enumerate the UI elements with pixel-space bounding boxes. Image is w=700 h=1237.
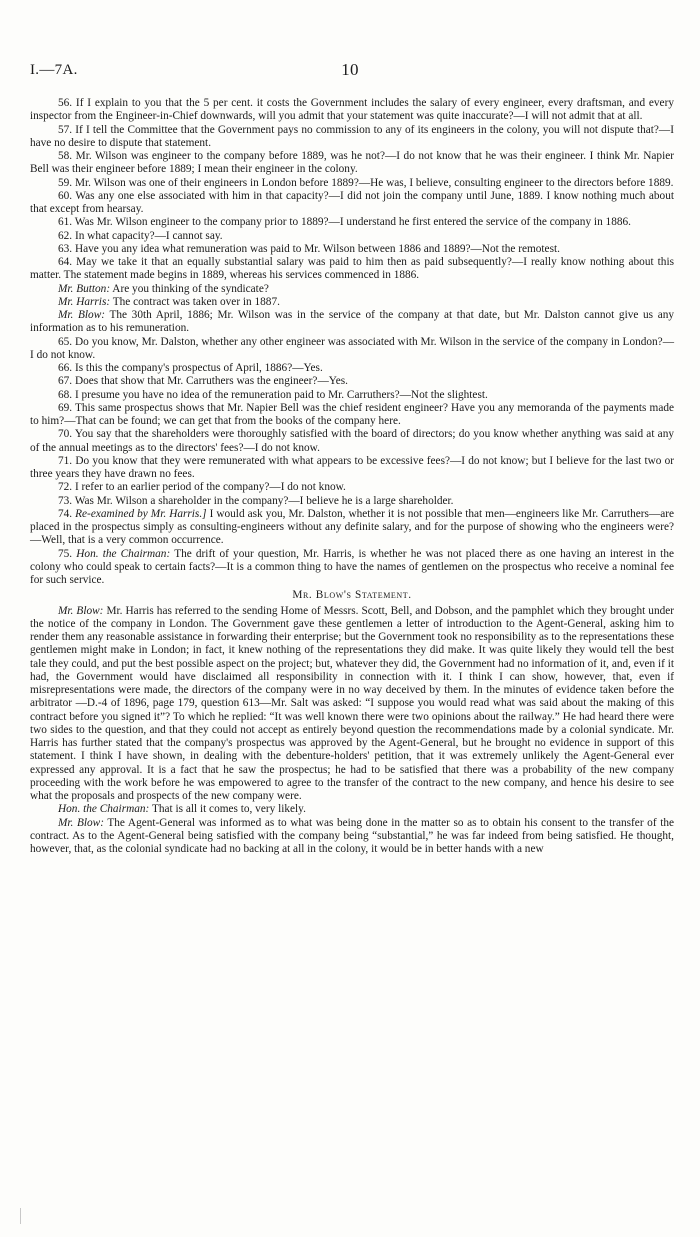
paragraph: 61. Was Mr. Wilson engineer to the company prior to 1889?—I understand he first entered the service of the company in 1886. <box>58 216 631 229</box>
paragraph: 57. If I tell the Committee that the Government pays no commission to any of its engineers in the colony, you will not dispute that?—I have no desire to dispute that statement. <box>30 123 674 149</box>
speaker-paragraph <box>30 296 674 309</box>
margin-mark <box>20 1208 21 1224</box>
speaker-name: Mr. Button: <box>58 282 111 295</box>
speaker-paragraph <box>30 817 674 857</box>
paragraph: 62. In what capacity?—I cannot say. <box>58 229 223 242</box>
speaker-name: Re-examined by Mr. Harris.] <box>75 507 207 520</box>
paragraph: 63. Have you any idea what remuneration was paid to Mr. Wilson between 1886 and 1889?—Not the remotest. <box>58 242 560 255</box>
speaker-paragraph <box>30 283 674 296</box>
speaker-name: Mr. Blow: <box>58 816 104 829</box>
document-reference: I.—7A. <box>30 62 78 78</box>
paragraph: 58. Mr. Wilson was engineer to the company before 1889, was he not?—I do not know that he was their engineer. I think Mr. Napier Bell was their engineer before 1889; I mean their engineer in the colony. <box>30 150 674 176</box>
paragraph-text: That is all it comes to, very likely. <box>151 803 306 816</box>
question-number: 74. <box>58 507 76 520</box>
document-body <box>30 97 674 856</box>
speaker-name: Mr. Blow: <box>58 309 106 321</box>
paragraph: 60. Was any one else associated with him in that capacity?—I did not join the company until June, 1889. I know nothing much about that except from hearsay. <box>30 189 674 215</box>
section-heading: Mr. Blow's Statement. <box>292 589 412 602</box>
paragraph-text: I would ask you, Mr. Dalston, whether it is not possible that men—engineers like Mr. Carruthers—are placed in the prospectus simply as consulting-engineers without any definite salary, and for the purpose of showing who the engineers were?—Well, that is a very common occurrence. <box>30 507 674 547</box>
speaker-paragraph <box>30 309 674 336</box>
paragraph: 68. I presume you have no idea of the remuneration paid to Mr. Carruthers?—Not the slightest. <box>58 388 488 401</box>
paragraph: 59. Mr. Wilson was one of their engineers in London before 1889?—He was, I believe, consulting engineer to the directors before 1889. <box>58 176 674 189</box>
speaker-name: Hon. the Chairman: <box>76 547 171 560</box>
paragraph-text: Are you thinking of the syndicate? <box>112 282 269 295</box>
paragraph: 70. You say that the shareholders were thoroughly satisfied with the board of directors; do you know whether anything was said at any of the annual meetings as to the directors' fees?—I do not know. <box>30 428 674 454</box>
speaker-paragraph <box>30 508 674 548</box>
paragraph-text: The contract was taken over in 1887. <box>112 295 280 308</box>
speaker-paragraph <box>30 605 674 804</box>
paragraph-text: The 30th April, 1886; Mr. Wilson was in the service of the company at that date, but Mr. Dalston cannot give us any information as to his remuneration. <box>30 309 675 335</box>
paragraph: 64. May we take it that an equally substantial salary was paid to him then as paid subsequently?—I really know nothing about this matter. The statement made begins in 1889, whereas his services commenced in 1886. <box>30 256 674 282</box>
speaker-paragraph <box>30 548 674 588</box>
speaker-paragraph <box>30 803 674 816</box>
paragraph: 67. Does that show that Mr. Carruthers was the engineer?—Yes. <box>58 375 349 388</box>
paragraph: 65. Do you know, Mr. Dalston, whether any other engineer was associated with Mr. Wilson in the service of the company in London?—I do not know. <box>30 335 674 361</box>
paragraph: 73. Was Mr. Wilson a shareholder in the company?—I believe he is a large shareholder. <box>58 494 454 507</box>
paragraph-text: The Agent-General was informed as to what was being done in the matter so as to obtain his consent to the transfer of the contract. As to the Agent-General being satisfied with the company being “substantial,” he was far indeed from being satisfied. He thought, however, that, as the colonial syndicate had no backing at all in the colony, it would be in better hands with a new <box>30 816 675 855</box>
paragraph: 71. Do you know that they were remunerated with what appears to be excessive fees?—I do not know; but I believe for the last two or three years they have drawn no fees. <box>30 454 674 480</box>
paragraph: 69. This same prospectus shows that Mr. Napier Bell was the chief resident engineer? Have you any memoranda of the payments made to him?—That can be found; we can get that from the books of the company here. <box>30 401 674 427</box>
page-header <box>30 62 670 82</box>
paragraph-text: The drift of your question, Mr. Harris, is whether he was not placed there as one having an interest in the colony who could speak to certain facts?—It is a common thing to have the names of gentlemen on the prospectus who receive a nominal fee for such service. <box>30 547 674 586</box>
paragraph-text: Mr. Harris has referred to the sending Home of Messrs. Scott, Bell, and Dobson, and the pamphlet which they brought under the notice of the company in London. The Government gave these gentlemen a letter of introduction to the Agent-General, asking him to render them any reasonable assistance in forwarding their enterprise; but the Government took no responsibility as to the representations these gentlemen might make in London; in fact, it knew nothing of the representations they did make. It was quite likely they would tell the best tale they could, and put the best possible aspect on the project; but, whatever they did, the Government had no information of it, and, even if it had, the Government would have disclaimed all responsibility in connection with it. I think I can show, however, that, even if misrepresentations were made, the directors of the company were in no way deceived by them. In the minutes of evidence taken before the arbitrator —D.-4 of 1896, page 179, question 613—Mr. Salt was asked: “I suppose you would read what was said about the making of this contract before you signed it”? To which he replied: “It was well known there were two opinions about the railway.” He had heard there were two sides to the question, and that they could not accept as entirely beyond question the recommendations made by a colonial syndicate. Mr. Harris has further stated that the company's prospectus was approved by the Agent-General, but he brought no evidence in support of this statement. I think I have shown, in dealing with the debenture-holders' petition, that it was extremely unlikely the Agent-General ever expressed any approval. It is a fact that he saw the prospectus; he had to be satisfied that there was a probability of the new company proceeding with the work before he was empowered to agree to the transfer of the contract to the new company, and hence his desire to see what the proposals and prospects of the new company were. <box>30 604 675 802</box>
paragraph: 72. I refer to an earlier period of the company?—I do not know. <box>58 481 346 494</box>
question-number: 75. <box>58 547 77 560</box>
paragraph: 56. If I explain to you that the 5 per cent. it costs the Government includes the salary of every engineer, every draftsman, and every inspector from the Engineer-in-Chief downwards, will you admit that your statement was quite inaccurate?—I will not admit that at all. <box>30 97 674 123</box>
speaker-name: Hon. the Chairman: <box>58 803 150 816</box>
speaker-name: Mr. Harris: <box>58 295 111 308</box>
page-number: 10 <box>341 60 359 79</box>
paragraph: 66. Is this the company's prospectus of April, 1886?—Yes. <box>58 362 323 374</box>
speaker-name: Mr. Blow: <box>58 604 104 617</box>
